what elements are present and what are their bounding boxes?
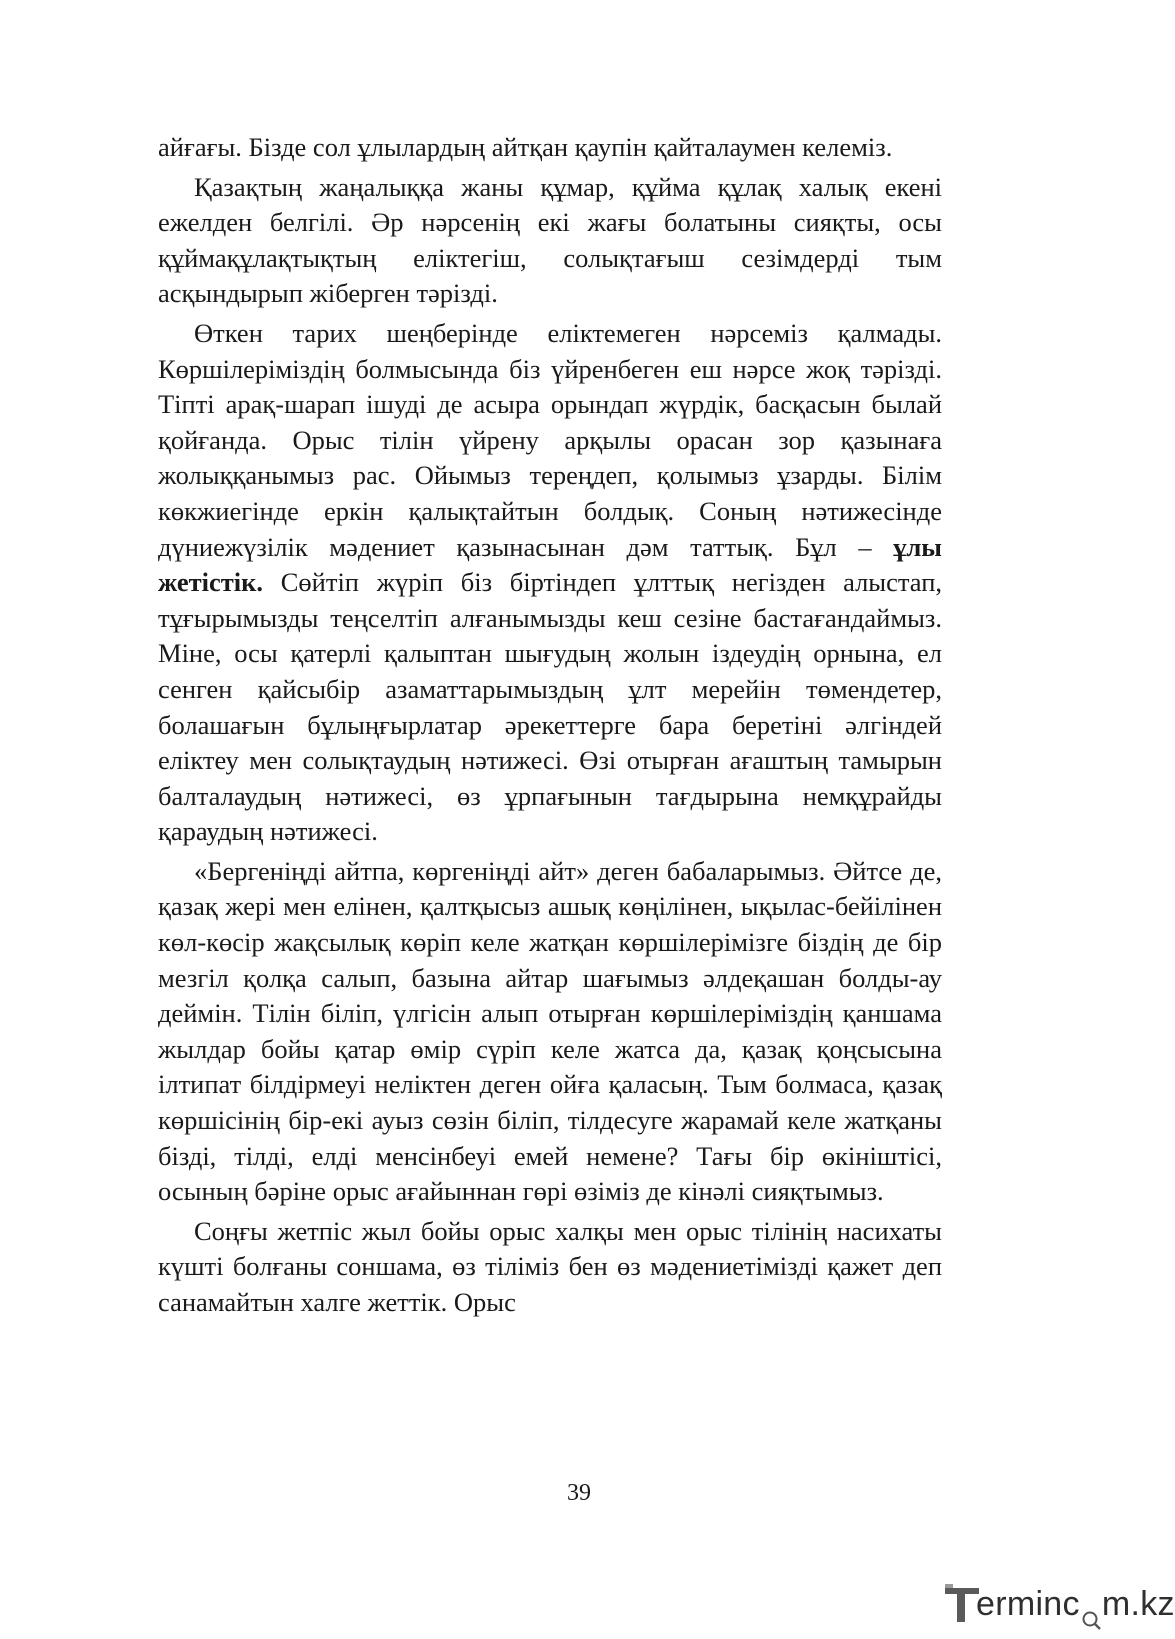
paragraph-1: айғағы. Бізде сол ұлылардың айтқан қаупін қайталаумен келеміз. — [158, 132, 893, 162]
paragraph-3-text-after: Сөйтіп жүріп біз біртіндеп ұлттық негізден алыстап, тұғырымызды теңселтіп алғанымызды кеш сезіне бастағандаймыз. Міне, осы қатерлі қалыптан шығудың жолын іздеудің орнына, ел сенген қайсыбір азаматтарымыздың ұлт мерейін төмендетер, болашағын бұлыңғырлатар әрекеттерге бара беретіні әлгіндей еліктеу мен солықтаудың нәтижесі. Өзі отырған ағаштың тамырын балталаудың нәтижесі, өз ұрпағынын тағдырына немқұрайды қараудың нәтижесі. — [158, 567, 942, 847]
paragraph-3 — [158, 316, 942, 850]
watermark-text-middle: c — [1062, 1585, 1080, 1623]
site-watermark — [945, 1584, 1175, 1624]
page-number: 39 — [567, 1480, 591, 1506]
paragraph-5: Соңғы жетпіс жыл бойы орыс халқы мен орыс тілінің насихаты күшті болғаны соншама, өз тіліміз бен өз мәдениетімізді қажет деп санамайтын халге жеттік. Орыс — [158, 1215, 942, 1317]
paragraph-3-text-before: Өткен тарих шеңберінде еліктемеген нәрсеміз қалмады. Көршілеріміздің болмысында біз үйренбеген еш нәрсе жоқ тәрізді. Тіпті арақ-шарап ішуді де асыра орындап жүрдік, басқасын былай қойғанда. Орыс тілін үйрену арқылы орасан зор қазынаға жолыққанымыз рас. Ойымыз тереңдеп, қолымыз ұзарды. Білім көкжиегінде еркін қалықтайтын болдық. Соның нәтижесінде дүниежүзілік мәдениет қазынасынан дәм таттық. Бұл – — [158, 317, 942, 562]
watermark-t-logo-icon — [945, 1584, 979, 1624]
watermark-text-prefix: ermin — [976, 1585, 1063, 1623]
page-body — [158, 130, 942, 1321]
emphasis-text: ұлы жетістік. — [158, 531, 942, 598]
paragraph-4: «Бергеніңді айтпа, көргеніңді айт» деген бабаларымыз. Әйтсе де, қазақ жері мен елінен, қалтқысыз ашық көңілінен, ықылас-бейілінен көл-көсір жақсылық көріп келе жатқан көршілерімізге біздің де бір мезгіл қолқа салып, базына айтар шағымыз әлдеқашан болды-ау деймін. Тілін біліп, үлгісін алып отырған көршілеріміздің қаншама жылдар бойы қатар өмір сүріп келе жатса да, қазақ қоңсысына ілтипат білдірмеуі неліктен деген ойға қаласың. Тым болмаса, қазақ көршісінің бір-екі ауыз сөзін біліп, тілдесуге жарамай келе жатқаны бізді, тілді, елді менсінбеуі емей немене? Тағы бір өкініштісі, осының бәріне орыс ағайыннан гөрі өзіміз де кінәлі сияқтымыз. — [158, 855, 942, 1207]
watermark-text-suffix: m.kz — [1101, 1585, 1175, 1623]
paragraph-2: Қазақтың жаңалыққа жаны құмар, құйма құлақ халық екені ежелден белгілі. Әр нәрсенің екі жағы болатыны сияқты, осы құймақұлақтықтың еліктегіш, солықтағыш сезімдерді тым асқындырып жіберген тәрізді. — [158, 171, 942, 309]
magnifier-o-icon — [1081, 1600, 1101, 1620]
